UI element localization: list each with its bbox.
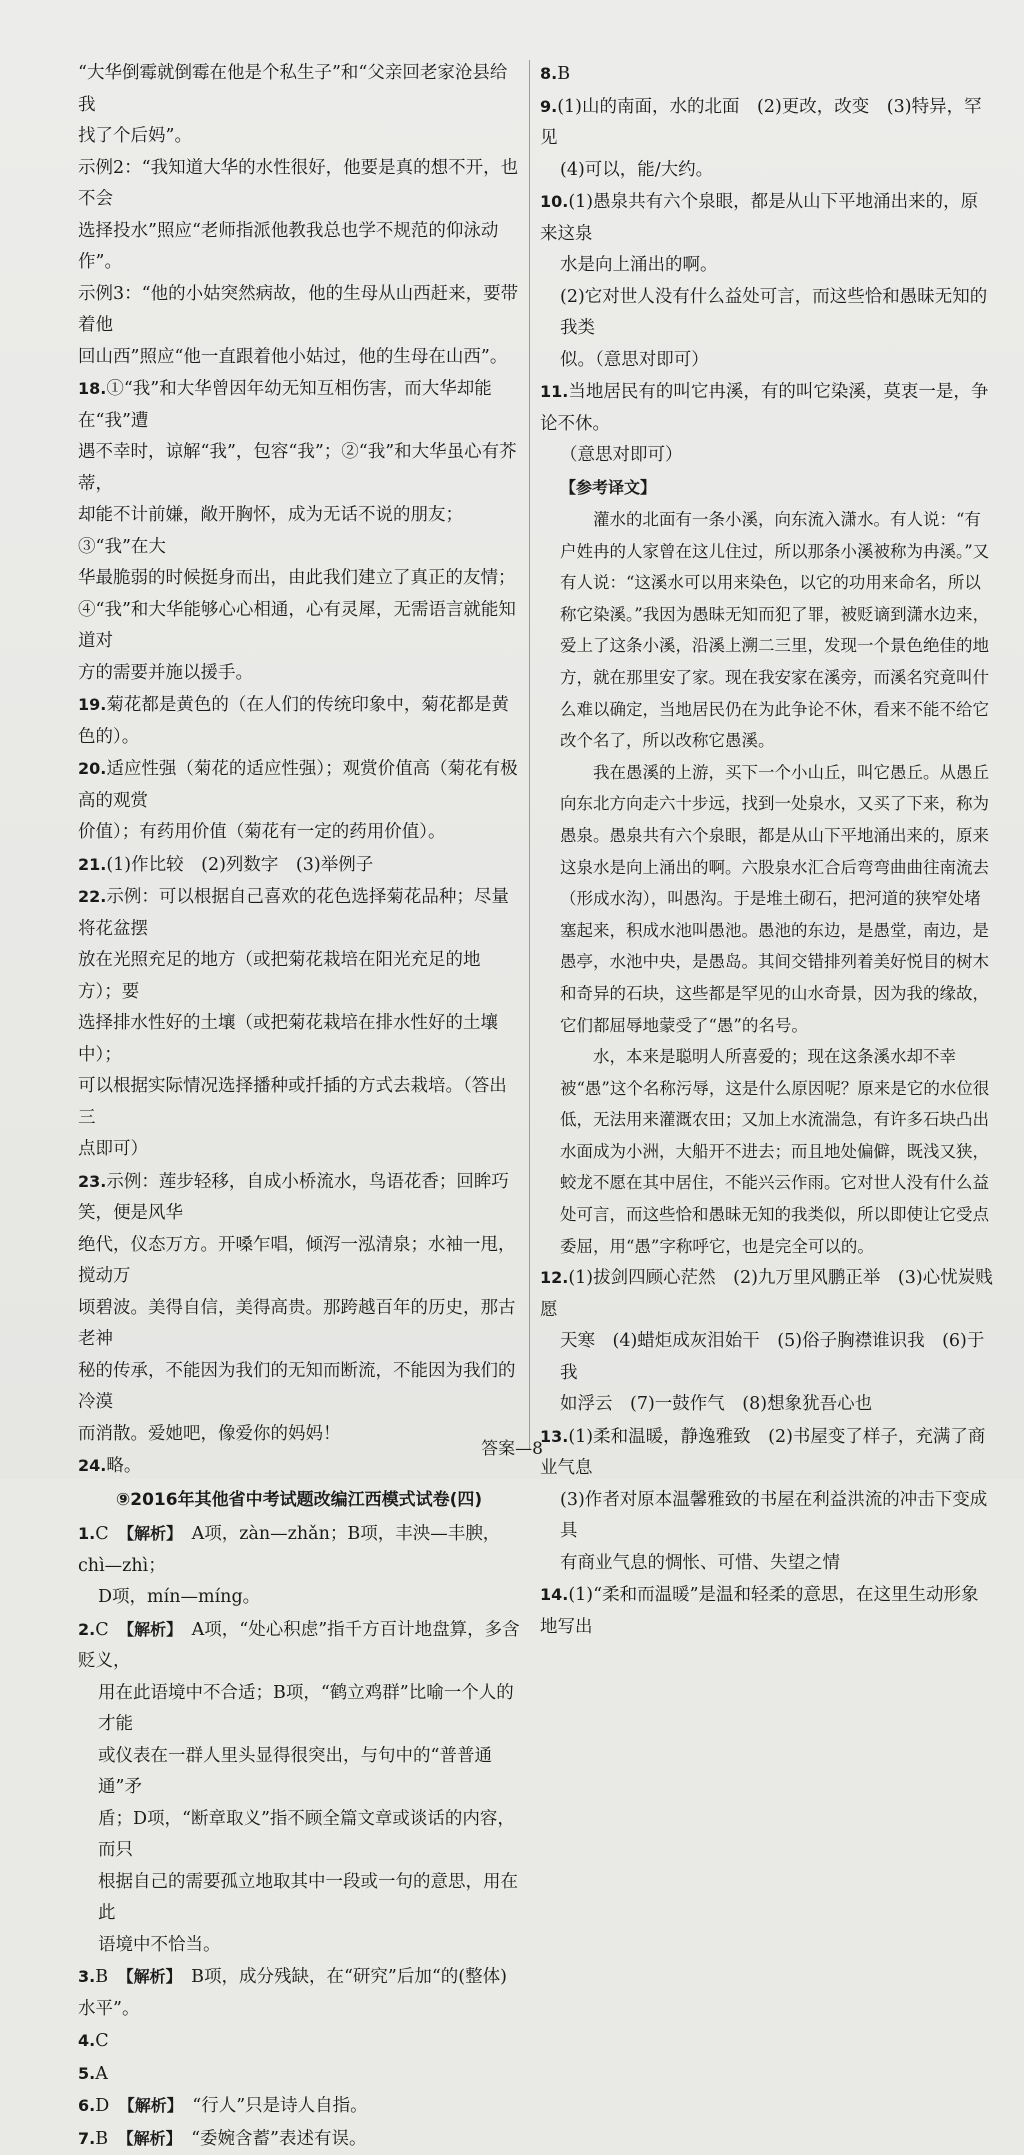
answer-20 xyxy=(78,753,520,849)
answer-letter: C xyxy=(95,1524,108,1544)
text-line: 溪。”我因为愚昧无知而犯了罪，被贬谪到潇水边来，爱上了这 xyxy=(560,605,989,656)
analysis-tag: 【解析】 xyxy=(127,2096,175,2115)
answer-10 xyxy=(540,186,994,376)
text-line: 有商业气息的惆怅、可惜、失望之情 xyxy=(540,1548,994,1580)
text-line: 水池叫愚池。愚池的东边，是愚堂，南边，是愚亭，水池中央，是 xyxy=(560,921,989,972)
text-line: A项，“处心积虑”指千方百计地盘算，多含贬义， xyxy=(78,1620,520,1672)
question-number: 10. xyxy=(540,192,568,211)
text-line: 示例：莲步轻移，自成小桥流水，鸟语花香；回眸巧笑，便是风华 xyxy=(78,1172,509,1224)
text-line: 水，本来是聪明人所喜爱的；现在这条溪水却不幸被“愚” xyxy=(560,1047,956,1098)
text-line: A项，zàn—zhǎn；B项，丰泱—丰腴，chì—zhì； xyxy=(78,1524,500,1576)
text-line: 的名号。 xyxy=(742,1016,808,1035)
text-line: 示例：可以根据自己喜欢的花色选择菊花品种；尽量将花盆摆 xyxy=(78,887,509,939)
text-line: 当地居民有的叫它冉溪，有的叫它染溪，莫衷一是，争论不休。 xyxy=(540,382,988,434)
text-line: 回山西”照应“他一直跟着他小姑过，他的生母在山西”。 xyxy=(78,342,520,374)
question-number: 19. xyxy=(78,695,106,714)
section-title: ⑨2016年其他省中考试题改编江西模式试卷(四) xyxy=(78,1485,520,1517)
text-line: 菊花都是黄色的（在人们的传统印象中，菊花都是黄色的）。 xyxy=(78,695,509,747)
text-line: 居住，不能兴云作雨。它对世人没有什么益处可言，而这些恰 xyxy=(560,1173,989,1224)
answer-letter: B xyxy=(95,1967,108,1987)
text-line: 用在此语境中不合适；B项，“鹤立鸡群”比喻一个人的才能 xyxy=(78,1678,520,1741)
right-column xyxy=(540,58,994,1643)
text-line: 洲，大船开不进去；而且地处偏僻，既浅又狭，蛟龙不愿在其中 xyxy=(560,1142,989,1193)
text-line: (1)拔剑四顾心茫然 (2)九万里风鹏正举 (3)心忧炭贱愿 xyxy=(540,1268,993,1320)
answer-11 xyxy=(540,376,994,472)
text-line: 地居民仍在为此争论不休，看来不能不给它改个名了，所以改 xyxy=(560,700,989,751)
text-line: 语境中不恰当。 xyxy=(78,1930,520,1962)
text-line: (1)作比较 (2)列数字 (3)举例子 xyxy=(106,855,373,875)
answer-9 xyxy=(540,91,994,187)
text-line: 找了个后妈”。 xyxy=(78,121,520,153)
text-line: 如浮云 (7)一鼓作气 (8)想象犹吾心也 xyxy=(540,1389,994,1421)
answer-7 xyxy=(78,2123,520,2155)
question-number: 18. xyxy=(78,379,106,398)
question-number: 5. xyxy=(78,2064,95,2083)
text-line: 绝代，仪态万方。开嗓乍唱，倾泻一泓清泉；水袖一甩，搅动万 xyxy=(78,1230,520,1293)
left-column xyxy=(78,58,520,2155)
answer-22 xyxy=(78,881,520,1166)
page-footer: 答案—8 xyxy=(0,1434,1024,1459)
text-line: (4)可以，能/大约。 xyxy=(540,155,994,187)
text-line: 选择投水”照应“老师指派他教我总也学不规范的仰泳动作”。 xyxy=(78,216,520,279)
answer-23 xyxy=(78,1166,520,1451)
text-line: (2)它对世人没有什么益处可言，而这些恰和愚昧无知的我类 xyxy=(540,282,994,345)
text-line: 秘的传承，不能因为我们的无知而断流，不能因为我们的冷漠 xyxy=(78,1356,520,1419)
analysis-tag: 【解析】 xyxy=(126,1524,174,1543)
text-line: 愚泉共有六个泉眼，都是从山下平地涌出来的，原来这泉水是 xyxy=(560,826,989,877)
answer-5 xyxy=(78,2058,520,2091)
text-line: 遇不幸时，谅解“我”，包容“我”；②“我”和大华虽心有芥蒂， xyxy=(78,437,520,500)
text-line: 或仪表在一群人里头显得很突出，与句中的“普普通通”矛 xyxy=(78,1741,520,1804)
text-line: 向上涌出的啊。六股泉水汇合后弯弯曲曲往南流去（形成水 xyxy=(560,858,989,909)
text-line: 愚岛。其间交错排列着美好悦目的树木和奇异的石块，这些都 xyxy=(560,952,989,1003)
text-line: 而消散。爱她吧，像爱你的妈妈！ xyxy=(78,1419,520,1451)
text-line: 盾；D项，“断章取义”指不顾全篇文章或谈话的内容，而只 xyxy=(78,1804,520,1867)
text-line: 放在光照充足的地方（或把菊花栽培在阳光充足的地方）；要 xyxy=(78,945,520,1008)
question-number: 1. xyxy=(78,1524,95,1543)
reference-title: 【参考译文】 xyxy=(560,478,656,497)
text-line: 称它愚溪。 xyxy=(692,731,775,750)
answer-8 xyxy=(540,58,994,91)
text-line: 华最脆弱的时候挺身而出，由此我们建立了真正的友情； xyxy=(78,563,520,595)
text-line: 东北方向走六十步远，找到一处泉水，又买了下来，称为愚泉。 xyxy=(560,794,989,845)
text-line: 和愚昧无知的我类似，所以即使让它受点委屈，用“愚”字称呼 xyxy=(560,1205,989,1256)
example-3 xyxy=(78,279,520,374)
question-number: 9. xyxy=(540,97,557,116)
text-line: 适应性强（菊花的适应性强）；观赏价值高（菊花有极高的观赏 xyxy=(78,759,518,811)
answer-letter: C xyxy=(95,2031,108,2051)
text-line: B项，成分残缺，在“研究”后加“的(整体)水平”。 xyxy=(78,1967,507,2019)
answer-letter: D xyxy=(95,2096,109,2116)
answer-letter: B xyxy=(557,64,570,84)
text-line: 却能不计前嫌，敞开胸怀，成为无话不说的朋友；③“我”在大 xyxy=(78,500,520,563)
question-number: 21. xyxy=(78,855,106,874)
text-line: (1)“柔和而温暖”是温和轻柔的意思，在这里生动形象地写出 xyxy=(540,1585,979,1637)
continued-answer xyxy=(78,58,520,153)
text-line: （意思对即可） xyxy=(540,440,994,472)
text-line: 顷碧波。美得自信，美得高贵。那跨越百年的历史，那古老神 xyxy=(78,1293,520,1356)
answer-letter: C xyxy=(95,1620,108,1640)
text-line: 灌水的北面有一条小溪，向东流入潇水。有人说：“有户 xyxy=(560,510,981,561)
question-number: 11. xyxy=(540,382,568,401)
answer-12 xyxy=(540,1262,994,1421)
answer-4 xyxy=(78,2025,520,2058)
answer-19 xyxy=(78,689,520,753)
example-2 xyxy=(78,153,520,279)
column-divider xyxy=(529,60,530,1450)
text-line: D项，mín—míng。 xyxy=(78,1582,520,1614)
text-line: 选择排水性好的土壤（或把菊花栽培在排水性好的土壤中）； xyxy=(78,1008,520,1071)
text-line: 可以根据实际情况选择播种或扦插的方式去栽培。（答出三 xyxy=(78,1071,520,1134)
text-line: 根据自己的需要孤立地取其中一段或一句的意思，用在此 xyxy=(78,1867,520,1930)
reference-translation xyxy=(540,504,994,1262)
text-line: 示例3：“他的小姑突然病故，他的生母从山西赶来，要带着他 xyxy=(78,279,520,342)
text-line: 是罕见的山水奇景，因为我的缘故，它们都屈辱地蒙受了“愚” xyxy=(560,984,989,1035)
text-line: 沟），叫愚沟。于是堆土砌石，把河道的狭窄处堵塞起来，积成 xyxy=(560,889,981,940)
question-number: 13. xyxy=(540,1427,568,1446)
text-line: 姓冉的人家曾在这儿住过，所以那条小溪被称为冉溪。”又有 xyxy=(560,542,989,593)
text-line: 条小溪，沿溪上溯二三里，发现一个景色绝佳的地方，就在那里 xyxy=(560,636,989,687)
answer-18 xyxy=(78,373,520,689)
question-number: 22. xyxy=(78,887,106,906)
question-number: 23. xyxy=(78,1172,106,1191)
text-line: 这个名称污辱，这是什么原因呢？原来是它的水位很低，无法 xyxy=(560,1079,989,1130)
question-number: 12. xyxy=(540,1268,568,1287)
answer-1 xyxy=(78,1518,520,1614)
question-number: 14. xyxy=(540,1585,568,1604)
text-line: 人说：“这溪水可以用来染色，以它的功用来命名，所以称它染 xyxy=(560,573,981,624)
answer-3 xyxy=(78,1961,520,2025)
analysis-tag: 【解析】 xyxy=(126,2129,174,2148)
question-number: 3. xyxy=(78,1967,95,1986)
text-line: (1)柔和温暖，静逸雅致 (2)书屋变了样子，充满了商业气息 xyxy=(540,1427,985,1479)
answer-letter: B xyxy=(95,2129,108,2149)
analysis-tag: 【解析】 xyxy=(126,1967,174,1986)
text-line: “委婉含蓄”表述有误。 xyxy=(191,2129,366,2149)
question-number: 4. xyxy=(78,2031,95,2050)
question-number: 24. xyxy=(78,1456,106,1475)
answer-letter: A xyxy=(95,2064,108,2084)
text-line: 价值）；有药用价值（菊花有一定的药用价值）。 xyxy=(78,817,520,849)
text-line: 略。 xyxy=(106,1456,141,1476)
text-line: 似。（意思对即可） xyxy=(540,345,994,377)
question-number: 8. xyxy=(540,64,557,83)
translation-paragraph-3 xyxy=(560,1041,994,1262)
translation-paragraph-1 xyxy=(560,504,994,757)
text-line: 水是向上涌出的啊。 xyxy=(540,250,994,282)
reference-translation-heading xyxy=(540,472,994,505)
text-line: 方的需要并施以援手。 xyxy=(78,658,520,690)
text-line: (1)山的南面，水的北面 (2)更改，改变 (3)特异，罕见 xyxy=(540,97,982,149)
answer-6 xyxy=(78,2090,520,2123)
answer-2 xyxy=(78,1614,520,1962)
text-line: 用来灌溉农田；又加上水流湍急，有许多石块凸出水面成为小 xyxy=(560,1110,989,1161)
question-number: 20. xyxy=(78,759,106,778)
text-line: ①“我”和大华曾因年幼无知互相伤害，而大华却能在“我”遭 xyxy=(78,379,492,431)
text-line: 它，也是完全可以的。 xyxy=(709,1237,874,1256)
translation-paragraph-2 xyxy=(560,757,994,1041)
text-line: (1)愚泉共有六个泉眼，都是从山下平地涌出来的，原来这泉 xyxy=(540,192,978,244)
text-line: 天寒 (4)蜡炬成灰泪始干 (5)俗子胸襟谁识我 (6)于我 xyxy=(540,1326,994,1389)
question-number: 2. xyxy=(78,1620,95,1639)
text-line: 点即可） xyxy=(78,1134,520,1166)
text-line: (3)作者对原本温馨雅致的书屋在利益洪流的冲击下变成具 xyxy=(540,1485,994,1548)
question-number: 7. xyxy=(78,2129,95,2148)
question-number: 6. xyxy=(78,2096,95,2115)
text-line: ④“我”和大华能够心心相通，心有灵犀，无需语言就能知道对 xyxy=(78,595,520,658)
text-line: 示例2：“我知道大华的水性很好，他要是真的想不开，也不会 xyxy=(78,153,520,216)
text-line: “行人”只是诗人自指。 xyxy=(192,2096,367,2116)
text-line: 我在愚溪的上游，买下一个小山丘，叫它愚丘。从愚丘向 xyxy=(560,763,989,814)
text-line: 安了家。现在我安家在溪旁，而溪名究竟叫什么难以确定，当 xyxy=(560,668,989,719)
answer-21 xyxy=(78,849,520,882)
text-line: “大华倒霉就倒霉在他是个私生子”和“父亲回老家沧县给我 xyxy=(78,58,520,121)
answer-14 xyxy=(540,1579,994,1643)
analysis-tag: 【解析】 xyxy=(126,1620,174,1639)
